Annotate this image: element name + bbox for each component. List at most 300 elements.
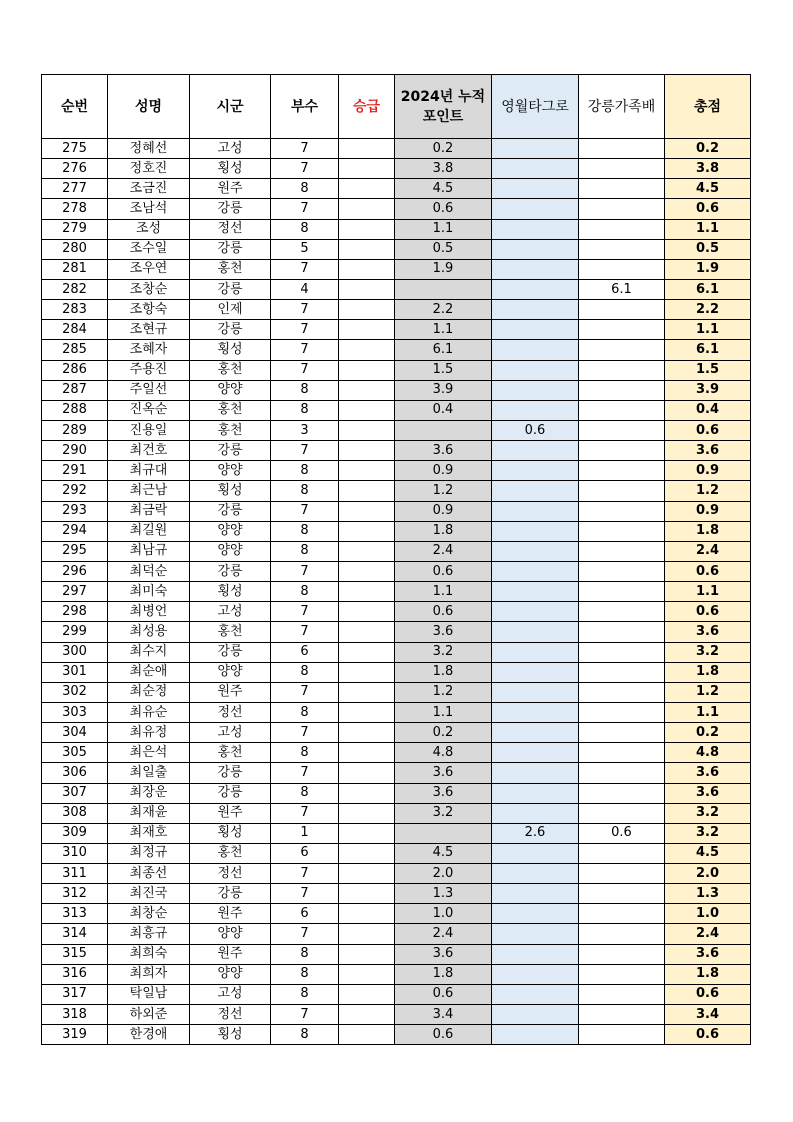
table-row [42,159,751,179]
cell-gangneung [579,461,665,481]
cell-total: 2.4 [665,541,751,561]
cell-city: 홍천 [190,420,271,440]
cell-gangneung: 6.1 [579,279,665,299]
cell-division: 7 [271,360,339,380]
cell-total: 3.6 [665,763,751,783]
cell-division: 7 [271,763,339,783]
cell-total: 1.0 [665,904,751,924]
cell-points [395,279,492,299]
cell-promotion [339,320,395,340]
cell-points: 0.6 [395,561,492,581]
cell-total: 1.3 [665,884,751,904]
cell-division: 7 [271,320,339,340]
cell-city: 홍천 [190,843,271,863]
cell-division: 7 [271,139,339,159]
cell-division: 8 [271,400,339,420]
cell-division: 8 [271,783,339,803]
cell-city: 강릉 [190,642,271,662]
cell-gangneung [579,723,665,743]
cell-total: 0.9 [665,461,751,481]
table-row [42,662,751,682]
cell-gangneung [579,320,665,340]
cell-name: 하외준 [108,1005,190,1025]
cell-name: 최길원 [108,521,190,541]
header-yeongwol: 영월타그로 [492,75,579,139]
cell-city: 양양 [190,964,271,984]
cell-points: 3.6 [395,622,492,642]
cell-yeongwol [492,320,579,340]
cell-city: 강릉 [190,783,271,803]
cell-points: 0.6 [395,984,492,1004]
cell-name: 최남규 [108,541,190,561]
cell-total: 3.6 [665,441,751,461]
cell-promotion [339,682,395,702]
cell-promotion [339,702,395,722]
cell-name: 조성 [108,219,190,239]
cell-points: 1.3 [395,884,492,904]
cell-yeongwol [492,884,579,904]
table-row [42,219,751,239]
cell-seq: 293 [42,501,108,521]
cell-gangneung [579,884,665,904]
cell-division: 6 [271,904,339,924]
cell-total: 0.6 [665,561,751,581]
table-row [42,743,751,763]
cell-total: 1.2 [665,481,751,501]
cell-yeongwol [492,602,579,622]
table-row [42,360,751,380]
cell-yeongwol [492,924,579,944]
cell-total: 4.8 [665,743,751,763]
cell-division: 7 [271,884,339,904]
cell-seq: 309 [42,823,108,843]
cell-yeongwol: 0.6 [492,420,579,440]
cell-promotion [339,783,395,803]
cell-gangneung [579,420,665,440]
cell-promotion [339,904,395,924]
table-row [42,642,751,662]
cell-gangneung [579,783,665,803]
cell-name: 최근남 [108,481,190,501]
cell-gangneung [579,179,665,199]
table-row [42,461,751,481]
cell-name: 최규대 [108,461,190,481]
cell-promotion [339,481,395,501]
cell-division: 7 [271,723,339,743]
cell-total: 3.9 [665,380,751,400]
table-row [42,944,751,964]
cell-seq: 302 [42,682,108,702]
cell-name: 주일선 [108,380,190,400]
cell-city: 고성 [190,602,271,622]
cell-city: 고성 [190,723,271,743]
table-row [42,199,751,219]
cell-division: 8 [271,521,339,541]
cell-promotion [339,441,395,461]
cell-total: 3.2 [665,803,751,823]
cell-points: 3.4 [395,1005,492,1025]
cell-city: 인제 [190,300,271,320]
cell-name: 정호진 [108,159,190,179]
cell-division: 7 [271,803,339,823]
table-row [42,964,751,984]
cell-promotion [339,662,395,682]
cell-seq: 295 [42,541,108,561]
cell-seq: 292 [42,481,108,501]
cell-name: 최재호 [108,823,190,843]
cell-name: 조수일 [108,239,190,259]
cell-total: 4.5 [665,843,751,863]
cell-seq: 316 [42,964,108,984]
cell-gangneung [579,642,665,662]
cell-name: 조우연 [108,259,190,279]
cell-city: 원주 [190,179,271,199]
cell-promotion [339,1025,395,1045]
cell-city: 고성 [190,139,271,159]
cell-seq: 307 [42,783,108,803]
cell-yeongwol [492,682,579,702]
table-row [42,239,751,259]
header-row [42,75,751,139]
cell-total: 6.1 [665,279,751,299]
cell-yeongwol [492,521,579,541]
cell-promotion [339,420,395,440]
cell-points: 4.5 [395,179,492,199]
cell-promotion [339,400,395,420]
cell-city: 강릉 [190,279,271,299]
cell-yeongwol [492,622,579,642]
cell-total: 3.2 [665,823,751,843]
cell-gangneung [579,702,665,722]
cell-gangneung [579,662,665,682]
cell-seq: 310 [42,843,108,863]
cell-yeongwol [492,803,579,823]
cell-division: 8 [271,984,339,1004]
cell-total: 1.9 [665,259,751,279]
cell-promotion [339,924,395,944]
cell-promotion [339,602,395,622]
cell-city: 정선 [190,864,271,884]
cell-promotion [339,300,395,320]
cell-seq: 314 [42,924,108,944]
table-row [42,139,751,159]
cell-seq: 296 [42,561,108,581]
table-row [42,501,751,521]
cell-promotion [339,582,395,602]
cell-city: 양양 [190,924,271,944]
cell-points: 3.2 [395,642,492,662]
cell-seq: 275 [42,139,108,159]
cell-total: 0.6 [665,984,751,1004]
cell-promotion [339,944,395,964]
cell-name: 최순정 [108,682,190,702]
cell-name: 조현규 [108,320,190,340]
cell-gangneung [579,582,665,602]
cell-promotion [339,179,395,199]
cell-seq: 288 [42,400,108,420]
cell-seq: 279 [42,219,108,239]
cell-division: 7 [271,602,339,622]
cell-city: 원주 [190,682,271,702]
table-row [42,279,751,299]
cell-gangneung [579,300,665,320]
cell-yeongwol [492,461,579,481]
cell-name: 최정규 [108,843,190,863]
cell-promotion [339,219,395,239]
cell-name: 최병언 [108,602,190,622]
cell-gangneung [579,602,665,622]
cell-name: 최성용 [108,622,190,642]
cell-name: 주용진 [108,360,190,380]
cell-gangneung [579,541,665,561]
cell-city: 양양 [190,380,271,400]
cell-points: 2.2 [395,300,492,320]
cell-promotion [339,763,395,783]
cell-name: 조금진 [108,179,190,199]
cell-city: 강릉 [190,561,271,581]
cell-seq: 312 [42,884,108,904]
cell-name: 조남석 [108,199,190,219]
table-row [42,984,751,1004]
cell-seq: 289 [42,420,108,440]
cell-yeongwol [492,259,579,279]
header-city: 시군 [190,75,271,139]
cell-points: 0.6 [395,602,492,622]
cell-division: 8 [271,481,339,501]
cell-total: 3.6 [665,622,751,642]
cell-division: 4 [271,279,339,299]
cell-yeongwol [492,763,579,783]
table-row [42,843,751,863]
cell-city: 횡성 [190,582,271,602]
cell-gangneung [579,743,665,763]
cell-name: 최유순 [108,702,190,722]
cell-yeongwol [492,300,579,320]
cell-name: 진옥순 [108,400,190,420]
table-row [42,723,751,743]
cell-yeongwol [492,964,579,984]
cell-seq: 311 [42,864,108,884]
cell-points: 1.8 [395,521,492,541]
cell-gangneung [579,924,665,944]
cell-points: 0.9 [395,461,492,481]
cell-yeongwol [492,843,579,863]
cell-seq: 291 [42,461,108,481]
cell-promotion [339,259,395,279]
cell-promotion [339,501,395,521]
cell-gangneung [579,904,665,924]
header-points: 2024년 누적포인트 [395,75,492,139]
cell-promotion [339,884,395,904]
header-name: 성명 [108,75,190,139]
cell-division: 7 [271,924,339,944]
cell-division: 7 [271,864,339,884]
cell-seq: 276 [42,159,108,179]
cell-yeongwol [492,1025,579,1045]
cell-name: 최일출 [108,763,190,783]
cell-division: 7 [271,1005,339,1025]
cell-promotion [339,360,395,380]
cell-points: 1.1 [395,582,492,602]
table-body [42,139,751,1045]
table-row [42,400,751,420]
cell-seq: 277 [42,179,108,199]
cell-total: 3.4 [665,1005,751,1025]
cell-city: 강릉 [190,199,271,219]
cell-gangneung [579,159,665,179]
cell-seq: 287 [42,380,108,400]
table-row [42,763,751,783]
cell-points: 3.9 [395,380,492,400]
cell-promotion [339,541,395,561]
cell-division: 5 [271,239,339,259]
cell-city: 고성 [190,984,271,1004]
cell-points: 0.6 [395,199,492,219]
cell-points: 3.2 [395,803,492,823]
cell-total: 0.2 [665,139,751,159]
cell-yeongwol [492,702,579,722]
cell-total: 1.1 [665,702,751,722]
cell-division: 8 [271,179,339,199]
cell-yeongwol [492,662,579,682]
cell-division: 6 [271,642,339,662]
table-row [42,1005,751,1025]
cell-yeongwol [492,582,579,602]
cell-seq: 315 [42,944,108,964]
cell-division: 7 [271,682,339,702]
cell-promotion [339,159,395,179]
cell-total: 3.6 [665,783,751,803]
cell-points: 0.9 [395,501,492,521]
cell-gangneung [579,239,665,259]
cell-yeongwol [492,159,579,179]
cell-division: 7 [271,199,339,219]
cell-gangneung [579,259,665,279]
cell-division: 8 [271,219,339,239]
cell-total: 2.2 [665,300,751,320]
cell-yeongwol [492,199,579,219]
cell-points: 3.6 [395,783,492,803]
cell-city: 강릉 [190,763,271,783]
cell-gangneung [579,501,665,521]
cell-city: 홍천 [190,622,271,642]
cell-gangneung [579,380,665,400]
cell-points: 1.8 [395,964,492,984]
cell-city: 강릉 [190,320,271,340]
cell-gangneung [579,1025,665,1045]
cell-yeongwol [492,179,579,199]
table-row [42,622,751,642]
cell-points: 1.5 [395,360,492,380]
cell-promotion [339,964,395,984]
cell-city: 강릉 [190,441,271,461]
cell-division: 8 [271,964,339,984]
cell-yeongwol [492,239,579,259]
cell-promotion [339,239,395,259]
table-row [42,521,751,541]
header-division: 부수 [271,75,339,139]
cell-promotion [339,380,395,400]
cell-points: 1.1 [395,702,492,722]
cell-name: 최금락 [108,501,190,521]
cell-name: 조창순 [108,279,190,299]
cell-promotion [339,743,395,763]
cell-yeongwol [492,219,579,239]
table-row [42,864,751,884]
cell-city: 양양 [190,521,271,541]
table-row [42,561,751,581]
cell-gangneung [579,763,665,783]
cell-yeongwol [492,904,579,924]
cell-name: 최재윤 [108,803,190,823]
cell-total: 6.1 [665,340,751,360]
cell-name: 최창순 [108,904,190,924]
cell-points: 0.2 [395,723,492,743]
cell-total: 0.6 [665,420,751,440]
cell-yeongwol [492,501,579,521]
cell-promotion [339,1005,395,1025]
cell-seq: 284 [42,320,108,340]
cell-total: 0.9 [665,501,751,521]
cell-points: 1.0 [395,904,492,924]
table-row [42,340,751,360]
table-row [42,259,751,279]
cell-total: 1.1 [665,582,751,602]
cell-yeongwol: 2.6 [492,823,579,843]
cell-city: 횡성 [190,823,271,843]
cell-seq: 281 [42,259,108,279]
cell-seq: 278 [42,199,108,219]
cell-city: 강릉 [190,501,271,521]
cell-total: 1.1 [665,320,751,340]
cell-name: 최건호 [108,441,190,461]
cell-city: 횡성 [190,340,271,360]
cell-division: 8 [271,743,339,763]
cell-promotion [339,139,395,159]
cell-seq: 308 [42,803,108,823]
cell-city: 원주 [190,944,271,964]
cell-name: 최미숙 [108,582,190,602]
cell-name: 최흥규 [108,924,190,944]
cell-seq: 317 [42,984,108,1004]
cell-points: 6.1 [395,340,492,360]
table-row [42,1025,751,1045]
cell-gangneung: 0.6 [579,823,665,843]
cell-city: 횡성 [190,159,271,179]
cell-seq: 301 [42,662,108,682]
cell-points: 1.1 [395,320,492,340]
header-gangneung: 강릉가족배 [579,75,665,139]
cell-yeongwol [492,541,579,561]
cell-gangneung [579,400,665,420]
cell-name: 최덕순 [108,561,190,581]
table-row [42,481,751,501]
cell-yeongwol [492,864,579,884]
cell-points: 3.8 [395,159,492,179]
cell-name: 최유정 [108,723,190,743]
cell-promotion [339,984,395,1004]
cell-total: 1.8 [665,964,751,984]
cell-division: 3 [271,420,339,440]
cell-points: 0.4 [395,400,492,420]
cell-division: 6 [271,843,339,863]
cell-points [395,823,492,843]
cell-total: 0.5 [665,239,751,259]
cell-total: 1.5 [665,360,751,380]
cell-gangneung [579,803,665,823]
table-row [42,582,751,602]
cell-name: 최순애 [108,662,190,682]
